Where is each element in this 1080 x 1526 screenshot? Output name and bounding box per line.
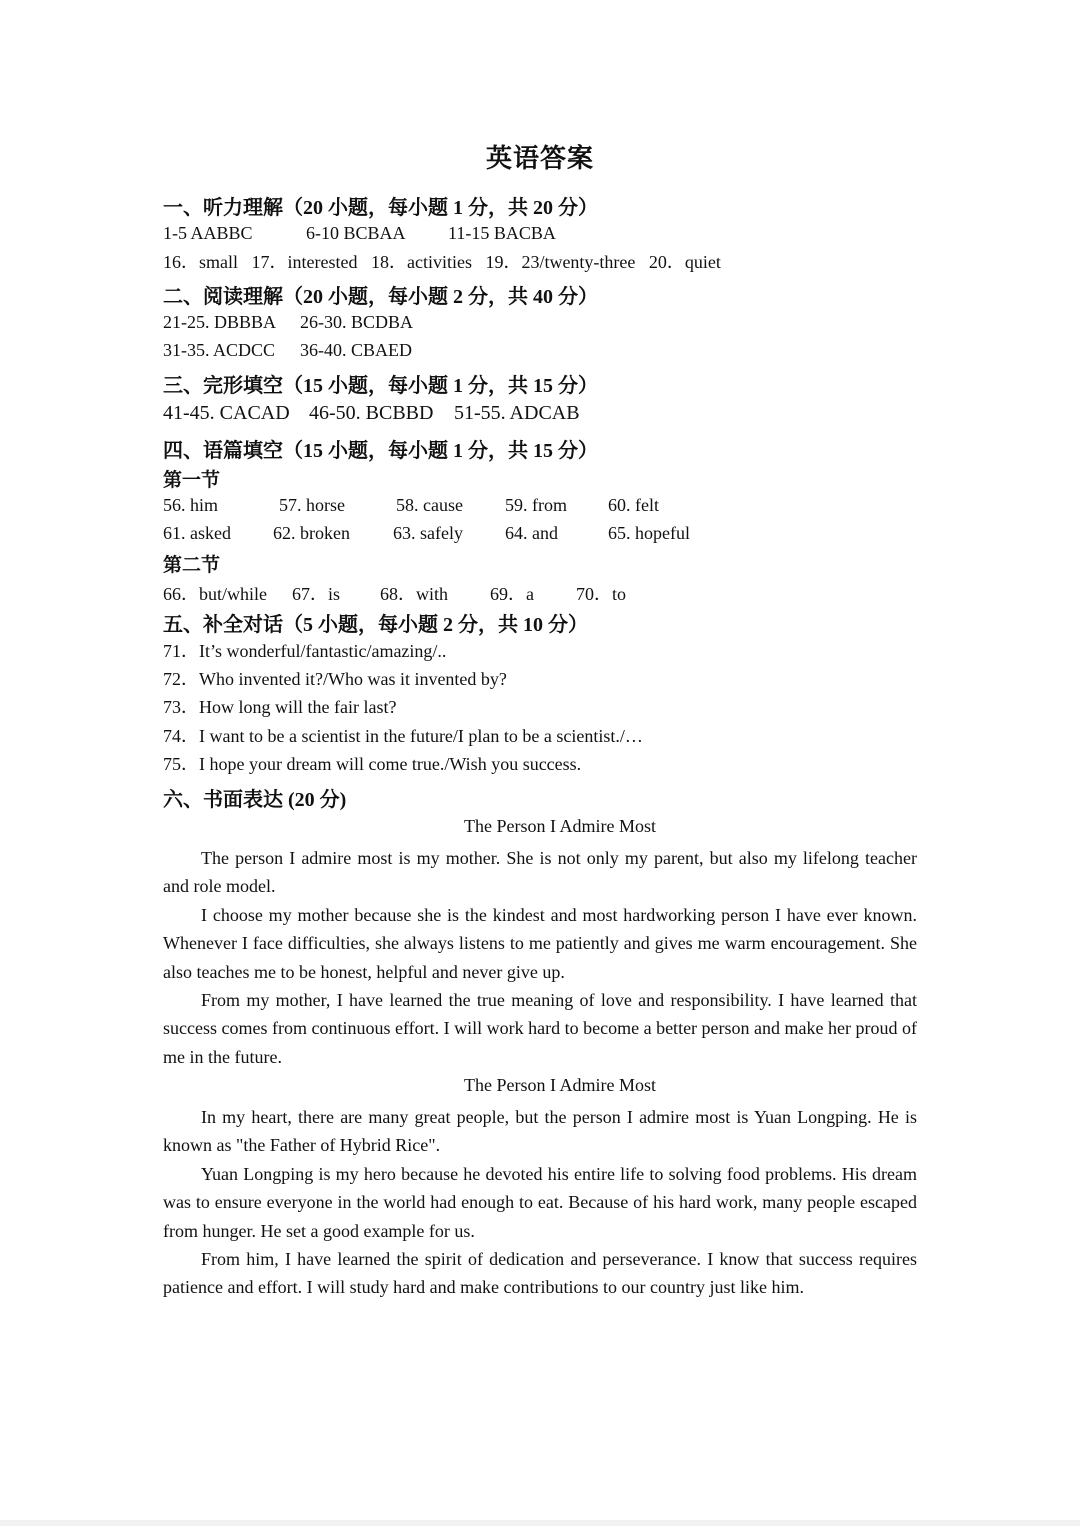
answer-item: 59. from [505,495,567,515]
answer-item: 70．to [576,584,627,604]
answer-item: 65. hopeful [608,523,690,543]
answer-item: 66．but/while [163,584,267,604]
answer-item: 56. him [163,495,219,515]
section-heading-dialogue: 五、补全对话（5 小题，每小题 2 分，共 10 分） [163,614,588,636]
answer-item: 69．a [490,584,534,604]
answer-group: 26-30. BCDBA [300,312,414,332]
essay-paragraph: Yuan Longping is my hero because he devoted his entire life to solving food problems. His dream was to ensure everyone in the world had enough to eat. Because of his hard work, many people escaped from hunger. He set a good example for us. [163,1164,917,1241]
answer-group: 1-5 AABBC [163,223,253,243]
answer-group: 6-10 BCBAA [306,223,406,243]
answer-line: 72．Who invented it?/Who was it invented by? [163,669,507,689]
answer-item: 60. felt [608,495,659,515]
answer-item: 62. broken [273,523,350,543]
answer-group: 36-40. CBAED [300,340,412,360]
answer-item: 64. and [505,523,558,543]
answer-group: 46-50. BCBBD [309,402,434,424]
section-heading-reading: 二、阅读理解（20 小题，每小题 2 分，共 40 分） [163,286,598,308]
answer-line: 75．I hope your dream will come true./Wish you success. [163,754,582,774]
answer-group: 41-45. CACAD [163,402,290,424]
section-heading-listening: 一、听力理解（20 小题，每小题 1 分，共 20 分） [163,197,598,219]
page-bottom-edge [0,1520,1080,1526]
answer-group: 21-25. DBBBA [163,312,277,332]
essay-paragraph: The person I admire most is my mother. She is not only my parent, but also my lifelong teacher and role model. [163,848,917,897]
essay-title: The Person I Admire Most [464,1075,656,1095]
answer-item: 61. asked [163,523,231,543]
essay-paragraph: In my heart, there are many great people, but the person I admire most is Yuan Longping. He is known as "the Father of Hybrid Rice". [163,1107,917,1156]
subsection-heading-part2: 第二节 [163,555,221,576]
answer-group: 31-35. ACDCC [163,340,276,360]
answer-line: 73．How long will the fair last? [163,697,397,717]
answer-line: 71．It’s wonderful/fantastic/amazing/.. [163,641,447,661]
essay-title: The Person I Admire Most [464,816,656,836]
section-heading-writing: 六、书面表达 (20 分) [163,789,347,811]
answer-item: 58. cause [396,495,463,515]
essay-paragraph: I choose my mother because she is the kindest and most hardworking person I have ever known. Whenever I face difficulties, she always listens to me patiently and gives me warm encouragement. She also teaches me to be honest, helpful and never give up. [163,905,917,982]
essay-paragraph: From my mother, I have learned the true meaning of love and responsibility. I have learned that success comes from continuous effort. I will work hard to become a better person and make her proud of me in the future. [163,990,917,1067]
page-title: 英语答案 [485,144,594,173]
subsection-heading-part1: 第一节 [163,470,221,491]
answer-item: 67．is [292,584,341,604]
section-heading-passage-fill: 四、语篇填空（15 小题，每小题 1 分，共 15 分） [163,440,598,462]
answer-group: 11-15 BACBA [448,223,556,243]
answer-line: 74．I want to be a scientist in the future/I plan to be a scientist./… [163,726,643,746]
essay-paragraph: From him, I have learned the spirit of dedication and perseverance. I know that success requires patience and effort. I will study hard and make contributions to our country just like him. [163,1249,917,1298]
answer-item: 63. safely [393,523,463,543]
answer-group: 51-55. ADCAB [454,402,580,424]
answer-line: 16．small 17．interested 18．activities 19．23/twenty-three 20．quiet [163,252,721,272]
section-heading-cloze: 三、完形填空（15 小题，每小题 1 分，共 15 分） [163,375,598,397]
answer-item: 57. horse [279,495,345,515]
answer-item: 68．with [380,584,449,604]
